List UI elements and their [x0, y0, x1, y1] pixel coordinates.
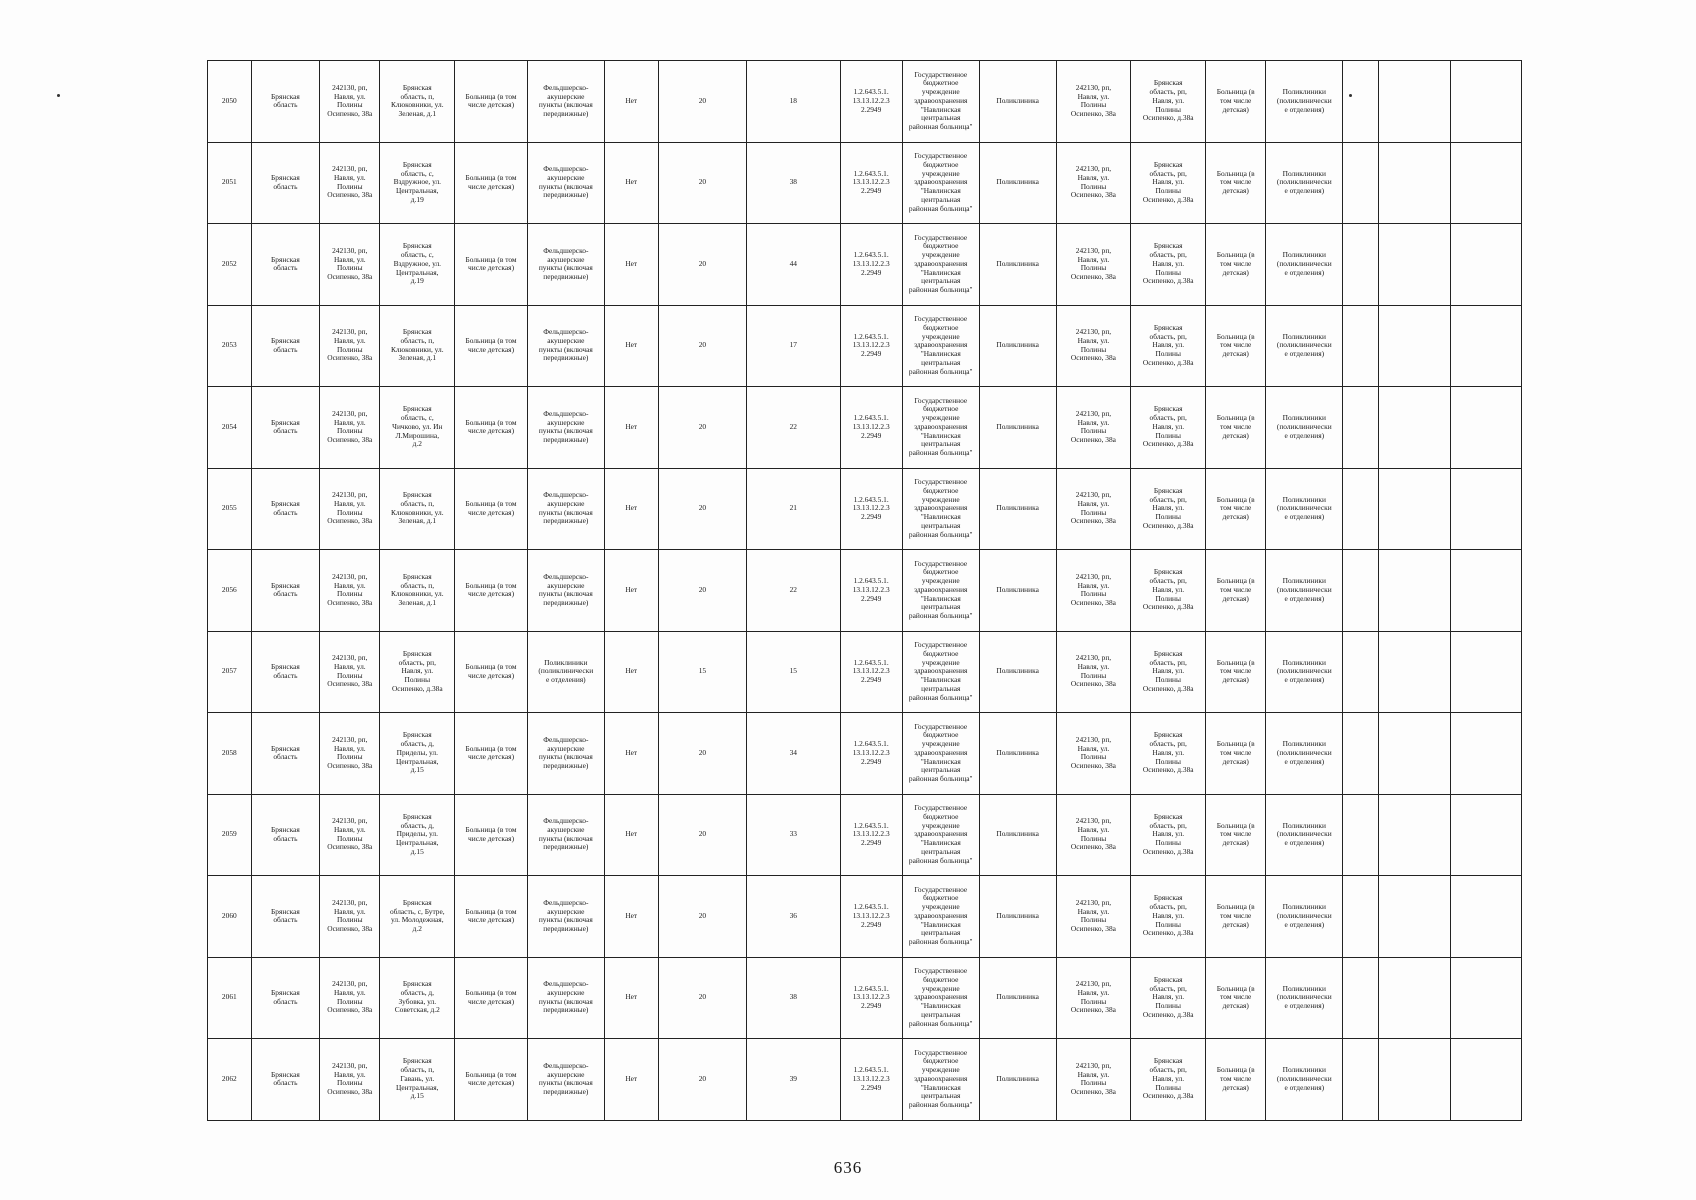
cell-empty — [1343, 387, 1378, 469]
cell-unit: Фельдшерско- акушерские пункты (включая передвижные) — [527, 1039, 604, 1121]
cell-empty — [1451, 713, 1522, 795]
cell-type: Поликлиника — [979, 957, 1056, 1039]
cell-empty — [1343, 794, 1378, 876]
cell-location: Брянская область, с, Вздружное, ул. Центральная, д.19 — [380, 224, 455, 306]
cell-empty — [1343, 224, 1378, 306]
cell-index-addr: 242130, рп, Навля, ул. Полины Осипенко, 38а — [320, 631, 380, 713]
cell-empty — [1343, 550, 1378, 632]
cell-unit: Фельдшерско- акушерские пункты (включая передвижные) — [527, 61, 604, 143]
cell-index-addr: 242130, рп, Навля, ул. Полины Осипенко, 38а — [320, 387, 380, 469]
cell-region: Брянская область — [251, 876, 320, 958]
cell-facility2: Больница (в том числе детская) — [1206, 550, 1266, 632]
cell-facility: Больница (в том числе детская) — [455, 876, 528, 958]
cell-empty — [1378, 468, 1451, 550]
cell-count1: 20 — [658, 142, 746, 224]
cell-address2: Брянская область, рп, Навля, ул. Полины Осипенко, д.38а — [1131, 142, 1206, 224]
cell-count1: 15 — [658, 631, 746, 713]
cell-no: 2050 — [208, 61, 252, 143]
cell-unit2: Поликлиники (поликлинически е отделения) — [1266, 876, 1343, 958]
cell-index-addr2: 242130, рп, Навля, ул. Полины Осипенко, 38а — [1056, 550, 1131, 632]
cell-location: Брянская область, д, Зубовка, ул. Советская, д.2 — [380, 957, 455, 1039]
cell-empty — [1343, 468, 1378, 550]
table-row — [208, 876, 1522, 958]
cell-facility2: Больница (в том числе детская) — [1206, 305, 1266, 387]
cell-facility2: Больница (в том числе детская) — [1206, 794, 1266, 876]
cell-facility2: Больница (в том числе детская) — [1206, 387, 1266, 469]
cell-facility2: Больница (в том числе детская) — [1206, 957, 1266, 1039]
cell-flag: Нет — [604, 305, 658, 387]
cell-index-addr2: 242130, рп, Навля, ул. Полины Осипенко, 38а — [1056, 1039, 1131, 1121]
cell-flag: Нет — [604, 142, 658, 224]
cell-no: 2055 — [208, 468, 252, 550]
table-row — [208, 957, 1522, 1039]
cell-org: Государственное бюджетное учреждение здравоохранения "Навлинская центральная районная больница" — [902, 794, 979, 876]
cell-code: 1.2.643.5.1. 13.13.12.2.3 2.2949 — [840, 876, 902, 958]
cell-location: Брянская область, с, Чичково, ул. Ин Л.Мирошина, д.2 — [380, 387, 455, 469]
cell-empty — [1378, 631, 1451, 713]
cell-unit2: Поликлиники (поликлинически е отделения) — [1266, 550, 1343, 632]
cell-address2: Брянская область, рп, Навля, ул. Полины Осипенко, д.38а — [1131, 631, 1206, 713]
cell-facility2: Больница (в том числе детская) — [1206, 61, 1266, 143]
cell-empty — [1451, 794, 1522, 876]
cell-empty — [1343, 876, 1378, 958]
cell-no: 2056 — [208, 550, 252, 632]
cell-code: 1.2.643.5.1. 13.13.12.2.3 2.2949 — [840, 142, 902, 224]
cell-facility: Больница (в том числе детская) — [455, 305, 528, 387]
cell-unit: Фельдшерско- акушерские пункты (включая передвижные) — [527, 713, 604, 795]
cell-code: 1.2.643.5.1. 13.13.12.2.3 2.2949 — [840, 1039, 902, 1121]
cell-empty — [1378, 142, 1451, 224]
cell-facility: Больница (в том числе детская) — [455, 957, 528, 1039]
cell-address2: Брянская область, рп, Навля, ул. Полины Осипенко, д.38а — [1131, 957, 1206, 1039]
table-row — [208, 713, 1522, 795]
cell-index-addr2: 242130, рп, Навля, ул. Полины Осипенко, 38а — [1056, 957, 1131, 1039]
cell-flag: Нет — [604, 957, 658, 1039]
cell-empty — [1343, 631, 1378, 713]
cell-count2: 17 — [747, 305, 840, 387]
table-row — [208, 387, 1522, 469]
cell-index-addr: 242130, рп, Навля, ул. Полины Осипенко, 38а — [320, 1039, 380, 1121]
cell-region: Брянская область — [251, 713, 320, 795]
table-row — [208, 142, 1522, 224]
cell-empty — [1451, 224, 1522, 306]
cell-flag: Нет — [604, 550, 658, 632]
cell-empty — [1378, 1039, 1451, 1121]
cell-org: Государственное бюджетное учреждение здравоохранения "Навлинская центральная районная больница" — [902, 1039, 979, 1121]
cell-empty — [1378, 957, 1451, 1039]
cell-empty — [1378, 61, 1451, 143]
cell-address2: Брянская область, рп, Навля, ул. Полины Осипенко, д.38а — [1131, 713, 1206, 795]
cell-empty — [1343, 305, 1378, 387]
cell-count2: 21 — [747, 468, 840, 550]
cell-facility2: Больница (в том числе детская) — [1206, 876, 1266, 958]
cell-index-addr: 242130, рп, Навля, ул. Полины Осипенко, 38а — [320, 468, 380, 550]
table-row — [208, 224, 1522, 306]
cell-index-addr: 242130, рп, Навля, ул. Полины Осипенко, 38а — [320, 550, 380, 632]
cell-empty — [1451, 631, 1522, 713]
cell-facility2: Больница (в том числе детская) — [1206, 631, 1266, 713]
table-row — [208, 550, 1522, 632]
cell-flag: Нет — [604, 1039, 658, 1121]
cell-address2: Брянская область, рп, Навля, ул. Полины Осипенко, д.38а — [1131, 1039, 1206, 1121]
cell-flag: Нет — [604, 387, 658, 469]
cell-no: 2058 — [208, 713, 252, 795]
cell-empty — [1451, 468, 1522, 550]
cell-location: Брянская область, с, Бутре, ул. Молодежная, д.2 — [380, 876, 455, 958]
cell-type: Поликлиника — [979, 142, 1056, 224]
cell-code: 1.2.643.5.1. 13.13.12.2.3 2.2949 — [840, 387, 902, 469]
cell-no: 2051 — [208, 142, 252, 224]
cell-index-addr2: 242130, рп, Навля, ул. Полины Осипенко, 38а — [1056, 305, 1131, 387]
cell-facility2: Больница (в том числе детская) — [1206, 1039, 1266, 1121]
cell-type: Поликлиника — [979, 1039, 1056, 1121]
cell-region: Брянская область — [251, 550, 320, 632]
cell-unit: Фельдшерско- акушерские пункты (включая передвижные) — [527, 224, 604, 306]
cell-count1: 20 — [658, 224, 746, 306]
cell-region: Брянская область — [251, 794, 320, 876]
cell-unit: Поликлиники (поликлинически е отделения) — [527, 631, 604, 713]
cell-no: 2057 — [208, 631, 252, 713]
cell-count1: 20 — [658, 713, 746, 795]
cell-flag: Нет — [604, 61, 658, 143]
page-number: 636 — [833, 1158, 863, 1177]
cell-empty — [1343, 142, 1378, 224]
cell-count1: 20 — [658, 387, 746, 469]
cell-unit: Фельдшерско- акушерские пункты (включая передвижные) — [527, 468, 604, 550]
cell-type: Поликлиника — [979, 61, 1056, 143]
cell-address2: Брянская область, рп, Навля, ул. Полины Осипенко, д.38а — [1131, 550, 1206, 632]
cell-unit2: Поликлиники (поликлинически е отделения) — [1266, 1039, 1343, 1121]
cell-facility2: Больница (в том числе детская) — [1206, 142, 1266, 224]
cell-count1: 20 — [658, 1039, 746, 1121]
cell-empty — [1343, 61, 1378, 143]
cell-empty — [1451, 876, 1522, 958]
cell-count2: 39 — [747, 1039, 840, 1121]
cell-location: Брянская область, с, Вздружное, ул. Центральная, д.19 — [380, 142, 455, 224]
cell-type: Поликлиника — [979, 876, 1056, 958]
cell-location: Брянская область, п, Клюковники, ул. Зеленая, д.1 — [380, 468, 455, 550]
cell-location: Брянская область, п, Клюковники, ул. Зеленая, д.1 — [380, 305, 455, 387]
cell-index-addr: 242130, рп, Навля, ул. Полины Осипенко, 38а — [320, 224, 380, 306]
cell-empty — [1378, 876, 1451, 958]
cell-flag: Нет — [604, 468, 658, 550]
cell-address2: Брянская область, рп, Навля, ул. Полины Осипенко, д.38а — [1131, 387, 1206, 469]
cell-type: Поликлиника — [979, 713, 1056, 795]
cell-unit2: Поликлиники (поликлинически е отделения) — [1266, 387, 1343, 469]
cell-count2: 44 — [747, 224, 840, 306]
cell-code: 1.2.643.5.1. 13.13.12.2.3 2.2949 — [840, 305, 902, 387]
cell-location: Брянская область, п, Гавань, ул. Центральная, д.15 — [380, 1039, 455, 1121]
cell-code: 1.2.643.5.1. 13.13.12.2.3 2.2949 — [840, 61, 902, 143]
cell-empty — [1378, 713, 1451, 795]
cell-code: 1.2.643.5.1. 13.13.12.2.3 2.2949 — [840, 713, 902, 795]
cell-type: Поликлиника — [979, 468, 1056, 550]
cell-type: Поликлиника — [979, 794, 1056, 876]
cell-facility: Больница (в том числе детская) — [455, 142, 528, 224]
cell-region: Брянская область — [251, 142, 320, 224]
registry-table — [207, 60, 1522, 1121]
cell-region: Брянская область — [251, 387, 320, 469]
cell-unit2: Поликлиники (поликлинически е отделения) — [1266, 713, 1343, 795]
cell-org: Государственное бюджетное учреждение здравоохранения "Навлинская центральная районная больница" — [902, 61, 979, 143]
cell-count1: 20 — [658, 468, 746, 550]
cell-index-addr: 242130, рп, Навля, ул. Полины Осипенко, 38а — [320, 61, 380, 143]
cell-count2: 22 — [747, 550, 840, 632]
cell-unit2: Поликлиники (поликлинически е отделения) — [1266, 794, 1343, 876]
cell-empty — [1378, 794, 1451, 876]
cell-org: Государственное бюджетное учреждение здравоохранения "Навлинская центральная районная больница" — [902, 631, 979, 713]
cell-count2: 15 — [747, 631, 840, 713]
cell-count2: 18 — [747, 61, 840, 143]
cell-facility: Больница (в том числе детская) — [455, 550, 528, 632]
cell-type: Поликлиника — [979, 305, 1056, 387]
cell-address2: Брянская область, рп, Навля, ул. Полины Осипенко, д.38а — [1131, 794, 1206, 876]
table-body — [208, 61, 1522, 1121]
cell-index-addr: 242130, рп, Навля, ул. Полины Осипенко, 38а — [320, 957, 380, 1039]
scan-speck — [57, 94, 60, 97]
cell-empty — [1378, 224, 1451, 306]
cell-empty — [1451, 142, 1522, 224]
cell-region: Брянская область — [251, 468, 320, 550]
cell-org: Государственное бюджетное учреждение здравоохранения "Навлинская центральная районная больница" — [902, 305, 979, 387]
cell-unit2: Поликлиники (поликлинически е отделения) — [1266, 224, 1343, 306]
cell-location: Брянская область, п, Клюковники, ул. Зеленая, д.1 — [380, 61, 455, 143]
table-row — [208, 1039, 1522, 1121]
cell-location: Брянская область, рп, Навля, ул. Полины Осипенко, д.38а — [380, 631, 455, 713]
cell-empty — [1378, 305, 1451, 387]
cell-code: 1.2.643.5.1. 13.13.12.2.3 2.2949 — [840, 468, 902, 550]
cell-flag: Нет — [604, 224, 658, 306]
cell-org: Государственное бюджетное учреждение здравоохранения "Навлинская центральная районная больница" — [902, 876, 979, 958]
cell-flag: Нет — [604, 713, 658, 795]
cell-flag: Нет — [604, 631, 658, 713]
cell-count2: 22 — [747, 387, 840, 469]
cell-facility: Больница (в том числе детская) — [455, 224, 528, 306]
cell-region: Брянская область — [251, 1039, 320, 1121]
cell-unit: Фельдшерско- акушерские пункты (включая передвижные) — [527, 142, 604, 224]
cell-code: 1.2.643.5.1. 13.13.12.2.3 2.2949 — [840, 794, 902, 876]
cell-index-addr2: 242130, рп, Навля, ул. Полины Осипенко, 38а — [1056, 142, 1131, 224]
cell-index-addr2: 242130, рп, Навля, ул. Полины Осипенко, 38а — [1056, 876, 1131, 958]
cell-address2: Брянская область, рп, Навля, ул. Полины Осипенко, д.38а — [1131, 876, 1206, 958]
cell-count1: 20 — [658, 305, 746, 387]
cell-org: Государственное бюджетное учреждение здравоохранения "Навлинская центральная районная больница" — [902, 387, 979, 469]
cell-facility: Больница (в том числе детская) — [455, 1039, 528, 1121]
cell-unit2: Поликлиники (поликлинически е отделения) — [1266, 957, 1343, 1039]
cell-no: 2060 — [208, 876, 252, 958]
cell-count2: 38 — [747, 957, 840, 1039]
cell-index-addr2: 242130, рп, Навля, ул. Полины Осипенко, 38а — [1056, 713, 1131, 795]
cell-count1: 20 — [658, 957, 746, 1039]
cell-count2: 34 — [747, 713, 840, 795]
cell-unit2: Поликлиники (поликлинически е отделения) — [1266, 305, 1343, 387]
table-row — [208, 631, 1522, 713]
cell-address2: Брянская область, рп, Навля, ул. Полины Осипенко, д.38а — [1131, 61, 1206, 143]
cell-empty — [1378, 550, 1451, 632]
cell-flag: Нет — [604, 794, 658, 876]
cell-unit: Фельдшерско- акушерские пункты (включая передвижные) — [527, 957, 604, 1039]
cell-address2: Брянская область, рп, Навля, ул. Полины Осипенко, д.38а — [1131, 224, 1206, 306]
cell-unit: Фельдшерско- акушерские пункты (включая передвижные) — [527, 876, 604, 958]
cell-unit: Фельдшерско- акушерские пункты (включая передвижные) — [527, 550, 604, 632]
cell-location: Брянская область, д, Приделы, ул. Центральная, д.15 — [380, 794, 455, 876]
cell-facility: Больница (в том числе детская) — [455, 794, 528, 876]
cell-no: 2062 — [208, 1039, 252, 1121]
cell-unit: Фельдшерско- акушерские пункты (включая передвижные) — [527, 794, 604, 876]
cell-facility: Больница (в том числе детская) — [455, 631, 528, 713]
cell-count2: 38 — [747, 142, 840, 224]
cell-region: Брянская область — [251, 631, 320, 713]
cell-count2: 33 — [747, 794, 840, 876]
cell-empty — [1451, 550, 1522, 632]
cell-count1: 20 — [658, 550, 746, 632]
table-row — [208, 61, 1522, 143]
cell-location: Брянская область, п, Клюковники, ул. Зеленая, д.1 — [380, 550, 455, 632]
cell-unit: Фельдшерско- акушерские пункты (включая передвижные) — [527, 387, 604, 469]
cell-index-addr: 242130, рп, Навля, ул. Полины Осипенко, 38а — [320, 305, 380, 387]
cell-no: 2053 — [208, 305, 252, 387]
cell-facility: Больница (в том числе детская) — [455, 387, 528, 469]
cell-code: 1.2.643.5.1. 13.13.12.2.3 2.2949 — [840, 957, 902, 1039]
cell-index-addr2: 242130, рп, Навля, ул. Полины Осипенко, 38а — [1056, 468, 1131, 550]
cell-org: Государственное бюджетное учреждение здравоохранения "Навлинская центральная районная больница" — [902, 957, 979, 1039]
cell-count1: 20 — [658, 794, 746, 876]
cell-empty — [1451, 387, 1522, 469]
cell-facility: Больница (в том числе детская) — [455, 61, 528, 143]
cell-unit2: Поликлиники (поликлинически е отделения) — [1266, 631, 1343, 713]
cell-type: Поликлиника — [979, 631, 1056, 713]
cell-empty — [1343, 957, 1378, 1039]
cell-index-addr2: 242130, рп, Навля, ул. Полины Осипенко, 38а — [1056, 794, 1131, 876]
cell-location: Брянская область, д, Приделы, ул. Центральная, д.15 — [380, 713, 455, 795]
cell-index-addr: 242130, рп, Навля, ул. Полины Осипенко, 38а — [320, 794, 380, 876]
cell-count1: 20 — [658, 61, 746, 143]
cell-flag: Нет — [604, 876, 658, 958]
cell-facility: Больница (в том числе детская) — [455, 713, 528, 795]
cell-unit2: Поликлиники (поликлинически е отделения) — [1266, 142, 1343, 224]
cell-unit2: Поликлиники (поликлинически е отделения) — [1266, 468, 1343, 550]
cell-region: Брянская область — [251, 61, 320, 143]
cell-empty — [1378, 387, 1451, 469]
cell-code: 1.2.643.5.1. 13.13.12.2.3 2.2949 — [840, 631, 902, 713]
table-row — [208, 794, 1522, 876]
cell-index-addr2: 242130, рп, Навля, ул. Полины Осипенко, 38а — [1056, 224, 1131, 306]
cell-empty — [1451, 305, 1522, 387]
cell-unit: Фельдшерско- акушерские пункты (включая передвижные) — [527, 305, 604, 387]
cell-facility: Больница (в том числе детская) — [455, 468, 528, 550]
cell-type: Поликлиника — [979, 224, 1056, 306]
cell-index-addr: 242130, рп, Навля, ул. Полины Осипенко, 38а — [320, 876, 380, 958]
cell-org: Государственное бюджетное учреждение здравоохранения "Навлинская центральная районная больница" — [902, 713, 979, 795]
cell-count2: 36 — [747, 876, 840, 958]
cell-empty — [1451, 61, 1522, 143]
cell-facility2: Больница (в том числе детская) — [1206, 224, 1266, 306]
cell-empty — [1451, 957, 1522, 1039]
cell-region: Брянская область — [251, 957, 320, 1039]
cell-type: Поликлиника — [979, 387, 1056, 469]
cell-address2: Брянская область, рп, Навля, ул. Полины Осипенко, д.38а — [1131, 468, 1206, 550]
cell-address2: Брянская область, рп, Навля, ул. Полины Осипенко, д.38а — [1131, 305, 1206, 387]
cell-index-addr2: 242130, рп, Навля, ул. Полины Осипенко, 38а — [1056, 61, 1131, 143]
cell-code: 1.2.643.5.1. 13.13.12.2.3 2.2949 — [840, 550, 902, 632]
cell-empty — [1451, 1039, 1522, 1121]
table-row — [208, 468, 1522, 550]
cell-no: 2054 — [208, 387, 252, 469]
cell-unit2: Поликлиники (поликлинически е отделения) — [1266, 61, 1343, 143]
table-row — [208, 305, 1522, 387]
cell-org: Государственное бюджетное учреждение здравоохранения "Навлинская центральная районная больница" — [902, 142, 979, 224]
cell-region: Брянская область — [251, 305, 320, 387]
cell-facility2: Больница (в том числе детская) — [1206, 713, 1266, 795]
cell-org: Государственное бюджетное учреждение здравоохранения "Навлинская центральная районная больница" — [902, 550, 979, 632]
cell-empty — [1343, 713, 1378, 795]
cell-empty — [1343, 1039, 1378, 1121]
cell-index-addr2: 242130, рп, Навля, ул. Полины Осипенко, 38а — [1056, 631, 1131, 713]
cell-region: Брянская область — [251, 224, 320, 306]
cell-type: Поликлиника — [979, 550, 1056, 632]
cell-facility2: Больница (в том числе детская) — [1206, 468, 1266, 550]
cell-index-addr: 242130, рп, Навля, ул. Полины Осипенко, 38а — [320, 713, 380, 795]
cell-no: 2052 — [208, 224, 252, 306]
cell-index-addr: 242130, рп, Навля, ул. Полины Осипенко, 38а — [320, 142, 380, 224]
cell-org: Государственное бюджетное учреждение здравоохранения "Навлинская центральная районная больница" — [902, 224, 979, 306]
cell-no: 2061 — [208, 957, 252, 1039]
cell-index-addr2: 242130, рп, Навля, ул. Полины Осипенко, 38а — [1056, 387, 1131, 469]
cell-count1: 20 — [658, 876, 746, 958]
cell-code: 1.2.643.5.1. 13.13.12.2.3 2.2949 — [840, 224, 902, 306]
cell-no: 2059 — [208, 794, 252, 876]
cell-org: Государственное бюджетное учреждение здравоохранения "Навлинская центральная районная больница" — [902, 468, 979, 550]
